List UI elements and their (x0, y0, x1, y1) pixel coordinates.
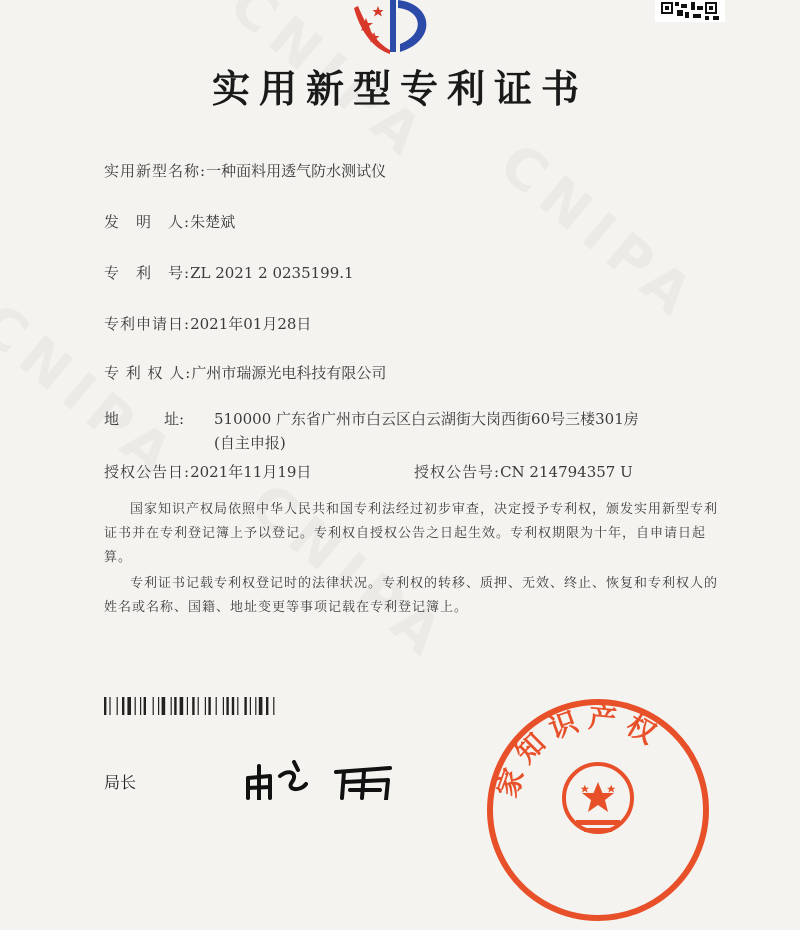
field-label: 专 利 号: (104, 264, 191, 282)
seal-text: 家知识产权 (490, 700, 669, 802)
barcode-bar (122, 697, 124, 715)
certificate-paragraph-1: 国家知识产权局依照中华人民共和国专利法经过初步审查，决定授予专利权，颁发实用新型专利证书并在专利登记簿上予以登记。专利权自授权公告之日起生效。专利权期限为十年，自申请日起算。 (104, 502, 719, 565)
field-value: 一种面料用透气防水测试仪 (206, 162, 387, 180)
director-signature-icon (240, 748, 410, 800)
barcode-bar (208, 697, 210, 715)
field-filing-date (104, 312, 311, 336)
barcode-bar (192, 697, 194, 715)
barcode-bar (226, 697, 228, 715)
field-inventor (104, 210, 235, 234)
barcode-bar (273, 697, 274, 715)
barcode-bar (232, 697, 234, 715)
barcode-icon (104, 697, 320, 715)
barcode-bar (237, 697, 238, 715)
field-value: 朱楚斌 (190, 213, 236, 231)
field-label: 发 明 人: (104, 213, 191, 231)
director-label: 局长 (104, 773, 137, 792)
barcode-bar (198, 697, 199, 715)
field-value: CN 214794357 U (500, 463, 633, 481)
certificate-paragraph-2: 专利证书记载专利权登记时的法律状况。专利权的转移、质押、无效、终止、恢复和专利权人的姓名或名称、国籍、地址变更等事项记载在专利登记簿上。 (104, 576, 719, 615)
barcode-bar (135, 697, 136, 715)
barcode-bar (109, 697, 110, 715)
field-value: 510000 广东省广州市白云区白云湖街大岗西街60号三楼301房(自主申报) (214, 410, 639, 452)
field-value: ZL 2021 2 0235199.1 (190, 264, 354, 282)
watermark (487, 131, 711, 334)
barcode-bar (266, 697, 268, 715)
barcode-bar (153, 697, 154, 715)
barcode-bar (180, 697, 184, 715)
barcode-bar (104, 697, 106, 715)
field-label: 授权公告号: (414, 463, 501, 481)
barcode-bar (144, 697, 146, 715)
field-label: 地 址: (104, 410, 185, 428)
field-label: 专 利 权 人: (104, 364, 192, 382)
barcode-bar (174, 697, 176, 715)
barcode-bar (216, 697, 217, 715)
official-seal-icon (478, 690, 718, 930)
field-patent-number (104, 261, 354, 285)
barcode-bar (223, 697, 224, 715)
field-grant-number (414, 460, 633, 484)
barcode-bar (244, 697, 246, 715)
svg-text:家知识产权 (490, 701, 668, 802)
field-label: 专利申请日: (104, 315, 191, 333)
field-value: 2021年11月19日 (190, 463, 312, 481)
barcode-bar (140, 697, 141, 715)
qr-code-icon (655, 0, 725, 22)
barcode-bar (187, 697, 188, 715)
field-label: 实用新型名称: (104, 162, 207, 180)
field-value: 2021年01月28日 (190, 315, 312, 333)
field-label: 授权公告日: (104, 463, 191, 481)
barcode-bar (205, 697, 206, 715)
certificate-title: 实用新型专利证书 (211, 66, 588, 111)
barcode-bar (255, 697, 256, 715)
field-patentee (104, 361, 386, 385)
field-value: 广州市瑞源光电科技有限公司 (191, 364, 387, 382)
barcode-bar (171, 697, 172, 715)
barcode-bar (162, 697, 166, 715)
field-utility-name (104, 159, 386, 183)
cnipa-logo-icon (338, 0, 448, 58)
barcode-bar (250, 697, 251, 715)
barcode-bar (158, 697, 159, 715)
barcode-bar (117, 697, 118, 715)
barcode-bar (127, 697, 131, 715)
field-grant-date (104, 460, 311, 484)
barcode-bar (259, 697, 263, 715)
